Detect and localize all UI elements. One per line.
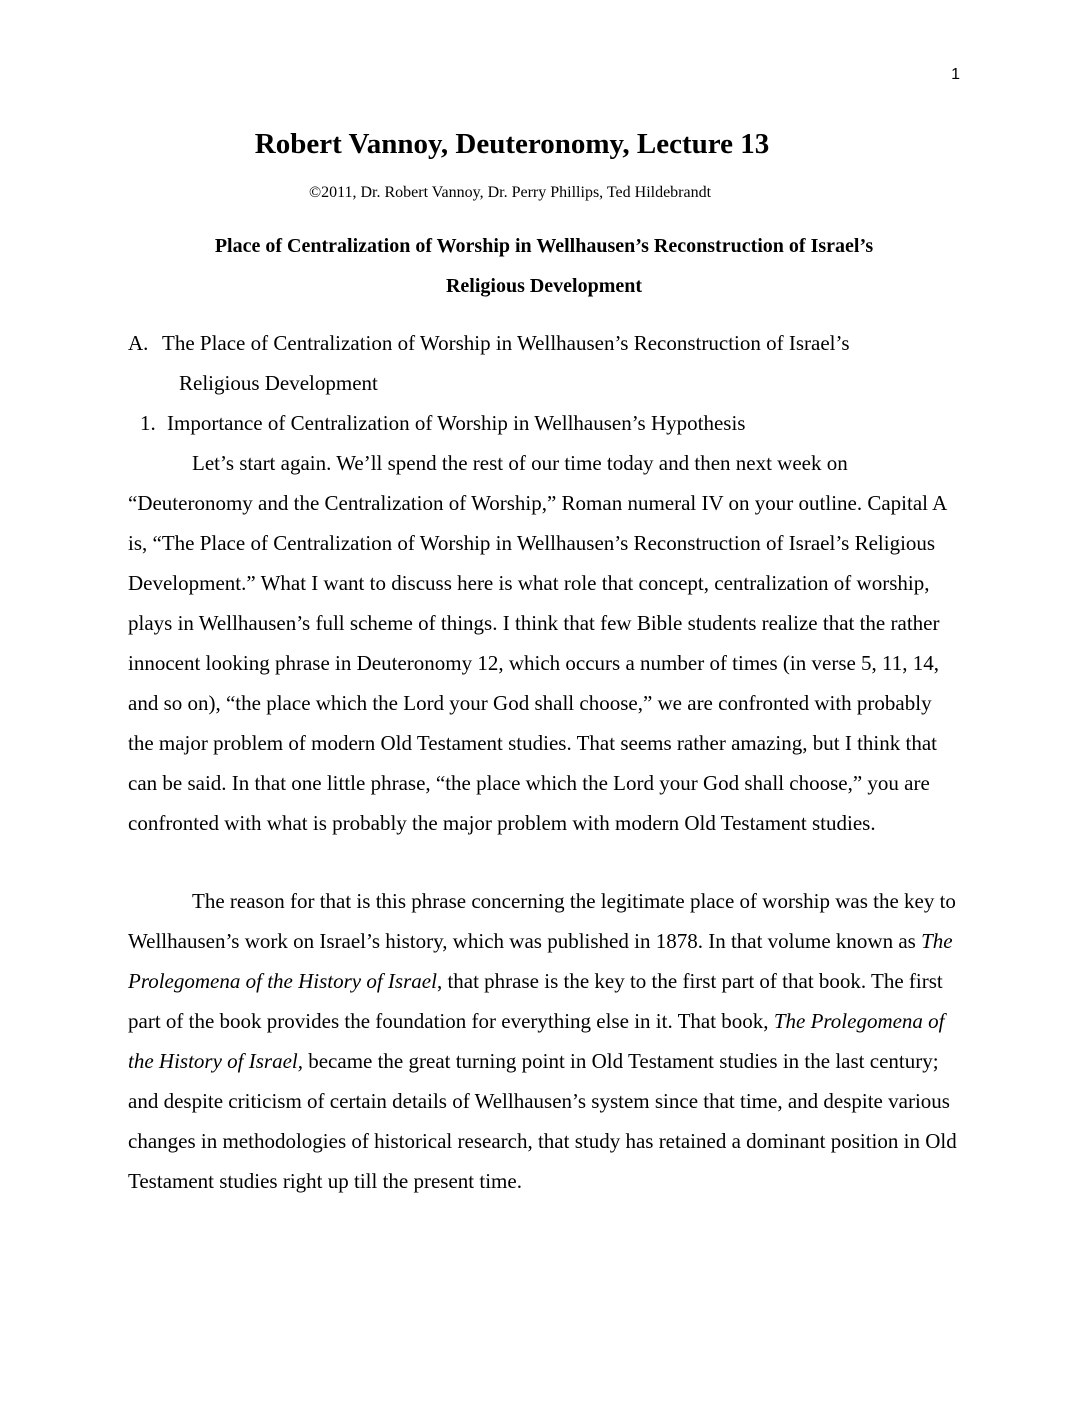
section-subtitle [128,226,960,306]
page-number: 1 [951,66,960,83]
outline-1-label: 1. [140,411,156,435]
outline-1-text: Importance of Centralization of Worship in Wellhausen’s Hypothesis [167,411,746,435]
subtitle-line-2: Religious Development [445,275,643,297]
book-title-2: The Prolegomena of the History of Israel, [128,1009,945,1073]
body-paragraph-1: Let’s start again. We’ll spend the rest of our time today and then next week on “Deuteronomy and the Centralization of Worship,” Roman numeral IV on your outline. Capital A is, “The Place of Centralization of Worship in Wellhausen’s Reconstruction of Israel’s Religious Development.” What I want to discuss here is what role that concept, centralization of worship, plays in Wellhausen’s full scheme of things. I think that few Bible students realize that the rather innocent looking phrase in Deuteronomy 12, which occurs a number of times (in verse 5, 11, 14, and so on), “the place which the Lord your God shall choose,” we are confronted with probably the major problem of modern Old Testament studies. That seems rather amazing, but I think that can be said. In that one little phrase, “the place which the Lord your God shall choose,” you are confronted with what is probably the major problem with modern Old Testament studies. [128,451,947,835]
outline-heading-1 [140,403,960,443]
outline-a-text-line-1: The Place of Centralization of Worship in Wellhausen’s Reconstruction of Israel’s [162,331,850,355]
outline-a-label: A. [128,331,149,355]
outline-heading-a [128,323,958,403]
paragraph-2-part-2: , that phrase is the key to the first part of that book. The first part of the book provides the foundation for everything else in it. That book, [128,969,943,1033]
book-title-1: The Prolegomena of the History of Israel [128,929,953,993]
subtitle-line-1: Place of Centralization of Worship in Wellhausen’s Reconstruction of Israel’s [214,235,874,257]
outline-a-text-line-2: Religious Development [179,371,378,395]
lecture-title: Robert Vannoy, Deuteronomy, Lecture 13 [254,128,770,160]
body-paragraph-2 [128,881,960,1201]
paragraph-2-part-3: became the great turning point in Old Testament studies in the last century; and despite criticism of certain details of Wellhausen’s system since that time, and despite various changes in methodologies of historical research, that study has retained a dominant position in Old Testament studies right up till the present time. [128,1049,957,1193]
paragraph-2-part-1: The reason for that is this phrase concerning the legitimate place of worship was the key to Wellhausen’s work on Israel’s history, which was published in 1878. In that volume known as [128,889,956,953]
copyright-line: ©2011, Dr. Robert Vannoy, Dr. Perry Phillips, Ted Hildebrandt [308,184,712,201]
